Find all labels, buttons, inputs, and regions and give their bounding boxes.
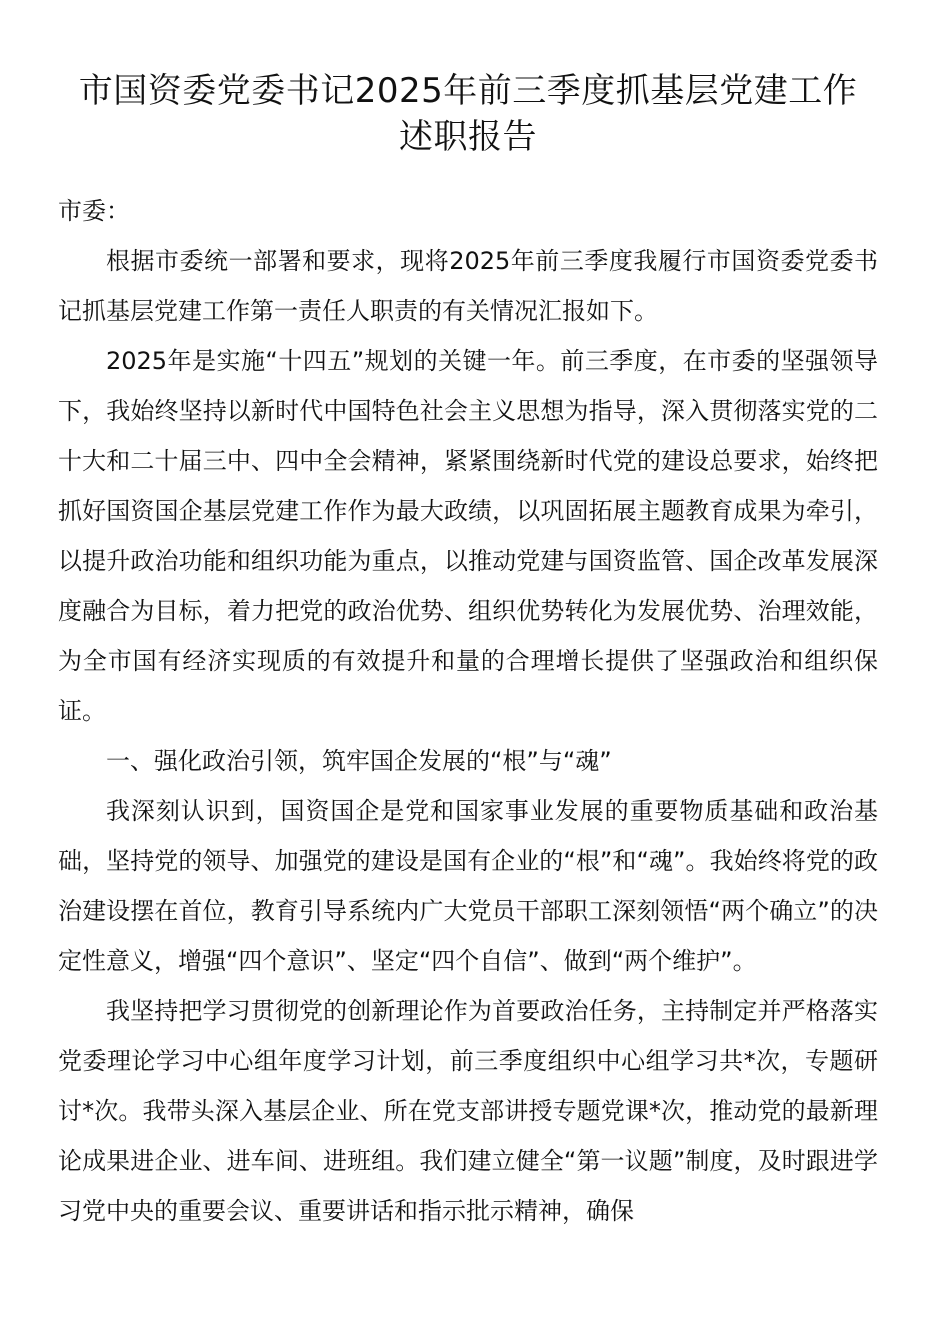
title-line-2: 述职报告 bbox=[399, 117, 537, 157]
section-heading-1: 一、强化政治引领，筑牢国企发展的“根”与“魂” bbox=[106, 747, 612, 775]
paragraph-section1-a: 我深刻认识到，国资国企是党和国家事业发展的重要物质基础和政治基础，坚持党的领导、加强党的建设是国有企业的“根”和“魂”。我始终将党的政治建设摆在首位，教育引导系统内广大党员干部职工深刻领悟“两个确立”的决定性意义，增强“四个意识”、坚定“四个自信”、做到“两个维护”。 bbox=[58, 797, 878, 975]
title-line-1: 市国资委党委书记2025年前三季度抓基层党建工作 bbox=[78, 71, 858, 111]
document-title bbox=[58, 68, 878, 160]
paragraph-overview: 2025年是实施“十四五”规划的关键一年。前三季度，在市委的坚强领导下，我始终坚持以新时代中国特色社会主义思想为指导，深入贯彻落实党的二十大和二十届三中、四中全会精神，紧紧围绕新时代党的建设总要求，始终把抓好国资国企基层党建工作作为最大政绩，以巩固拓展主题教育成果为牵引，以提升政治功能和组织功能为重点，以推动党建与国资监管、国企改革发展深度融合为目标，着力把党的政治优势、组织优势转化为发展优势、治理效能，为全市国有经济实现质的有效提升和量的合理增长提供了坚强政治和组织保证。 bbox=[58, 347, 878, 725]
paragraph-intro: 根据市委统一部署和要求，现将2025年前三季度我履行市国资委党委书记抓基层党建工作第一责任人职责的有关情况汇报如下。 bbox=[58, 247, 878, 325]
salutation: 市委： bbox=[58, 197, 130, 225]
paragraph-section1-b: 我坚持把学习贯彻党的创新理论作为首要政治任务，主持制定并严格落实党委理论学习中心组年度学习计划，前三季度组织中心组学习共*次，专题研讨*次。我带头深入基层企业、所在党支部讲授专题党课*次，推动党的最新理论成果进企业、进车间、进班组。我们建立健全“第一议题”制度，及时跟进学习党中央的重要会议、重要讲话和指示批示精神，确保 bbox=[58, 997, 878, 1225]
